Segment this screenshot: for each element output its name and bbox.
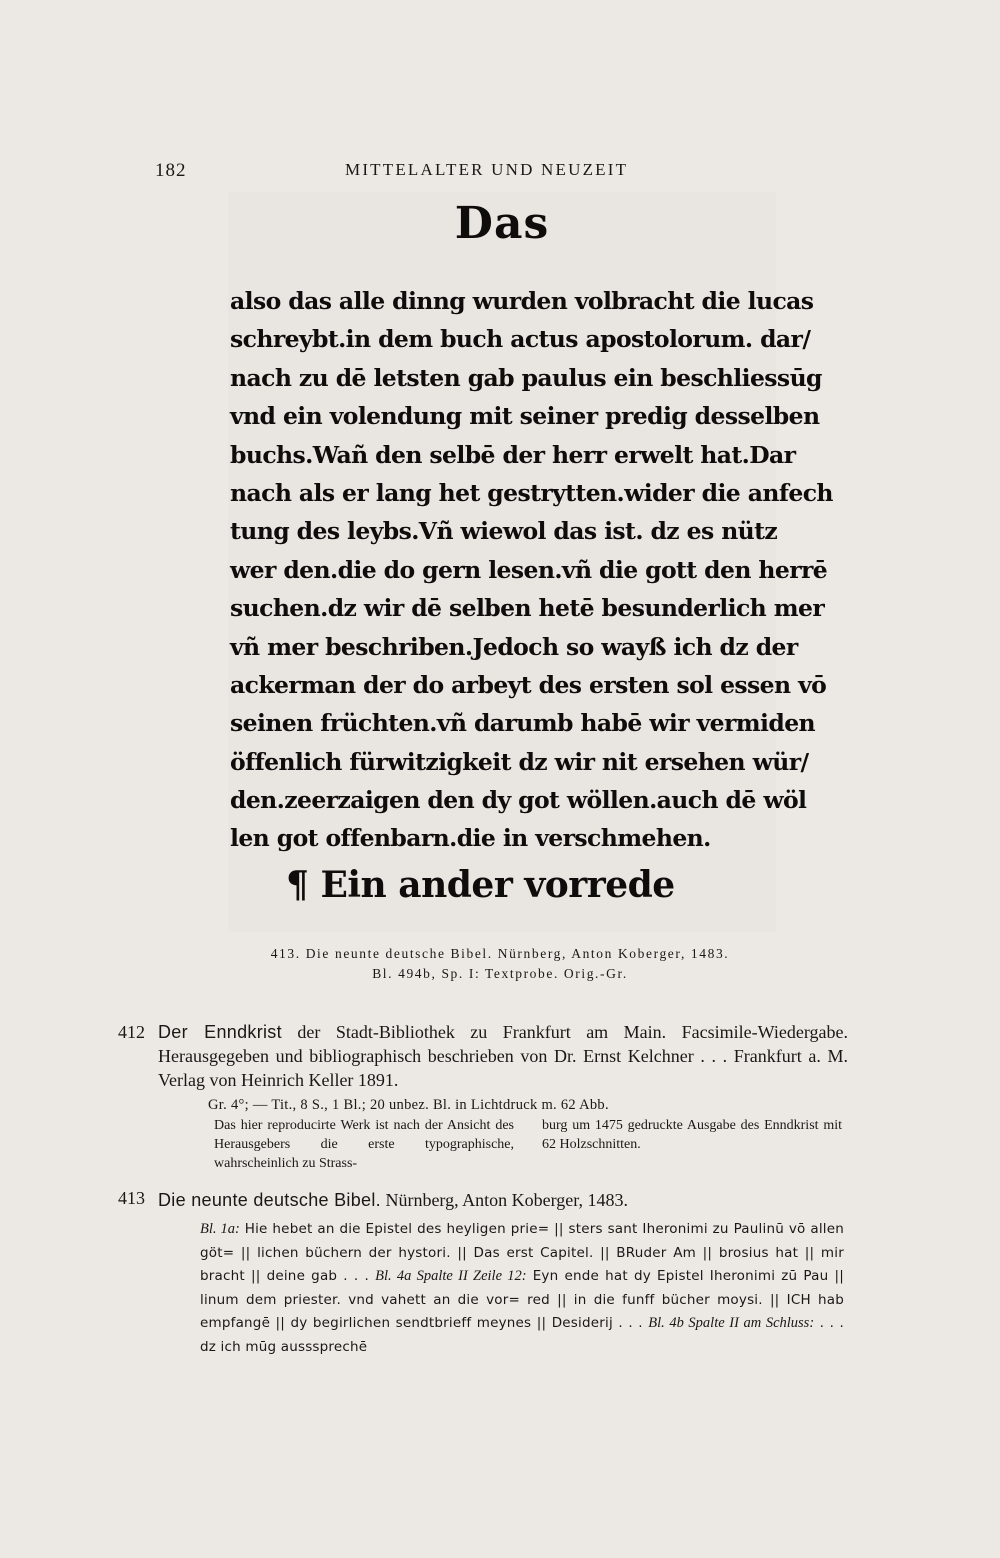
entry-collation: Gr. 4°; — Tit., 8 S., 1 Bl.; 20 unbez. Bl. in Lichtdruck m. 62 Abb. [208,1097,609,1113]
entry-title: Der Enndkrist [158,1022,282,1042]
entry-note-right: burg um 1475 gedruckte Ausgabe des Enndkrist mit 62 Holzschnitten. [542,1118,842,1152]
facsimile-line: suchen.dz wir dē selben hetē besunderlich mer [230,594,825,623]
entry-number: 412 [118,1022,145,1042]
running-head [155,160,845,184]
facsimile-line: vñ mer beschriben.Jedoch so wayß ich dz der [230,632,798,661]
entry-text [158,1186,848,1214]
entry-note [200,1218,844,1359]
entry-description: der Stadt-Bibliothek zu Frankfurt am Main. Facsimile-Wiedergabe. Herausgegeben und bibliographisch beschrieben von Dr. Ernst Kelchner . . . Frankfurt a. M. Verlag von Heinrich Keller 1891. [158,1022,848,1090]
facsimile-line: len got offenbarn.die in verschmehen. [230,824,711,853]
facsimile-line: den.zeerzaigen den dy got wöllen.auch dē wöl [230,786,807,815]
note-text-2: Eyn ende hat dy Epistel Iheronimi zū Pau || linum dem priester. vnd vahett an die vor= red || in die funff bücher moysi. || ICH hab empfangē || dy begirlichen sendtbrieff meynes || Desiderij . . . [200,1268,844,1331]
entry-number: 413 [118,1188,145,1208]
entry-note [214,1116,842,1173]
facsimile-line: wer den.die do gern lesen.vñ die gott den herrē [230,555,828,584]
catalog-entry-412 [118,1020,848,1173]
facsimile-line: ackerman der do arbeyt des ersten sol essen vō [230,670,827,699]
note-text-1: Hie hebet an die Epistel des heyligen prie= || sters sant Iheronimi zu Paulinū vō allen göt= || lichen büchern der hystori. || Das erst Capitel. || BRuder Am || brosius hat || mir bracht || deine gab . . . [200,1221,844,1284]
entry-note-left: Das hier reproducirte Werk ist nach der Ansicht des Herausgebers die erste typographische, wahrscheinlich zu Strass- [214,1118,514,1171]
facsimile-heading: Das [454,198,550,249]
facsimile-line: also das alle dinng wurden volbracht die lucas [230,287,814,315]
facsimile-line: seinen früchten.vñ darumb habē wir vermiden [230,709,816,738]
note-ref-3: Bl. 4b Spalte II am Schluss: [648,1315,815,1331]
note-ref-1: Bl. 1a: [200,1221,240,1237]
note-text-3: . . . dz ich mūg ausssprechē [200,1315,845,1355]
facsimile-text [230,282,833,858]
running-title: MITTELALTER UND NEUZEIT [345,160,629,179]
page-number: 182 [155,160,187,181]
facsimile-line: schreybt.in dem buch actus apostolorum. dar/ [230,325,811,354]
note-ref-2: Bl. 4a Spalte II Zeile 12: [375,1268,527,1284]
facsimile-line: nach als er lang het gestrytten.wider die anfech [230,478,833,507]
facsimile-line: buchs.Wañ den selbē der herr erwelt hat.Dar [230,440,796,469]
entry-title: Die neunte deutsche Bibel. [158,1190,381,1210]
caption-line-2: Bl. 494b, Sp. I: Textprobe. Orig.-Gr. [372,966,628,981]
entry-description: Nürnberg, Anton Koberger, 1483. [380,1190,629,1210]
facsimile-line: tung des leybs.Vñ wiewol das ist. dz es nütz [230,517,778,546]
catalog-entry-413 [118,1186,848,1359]
facsimile-line: nach zu dē letsten gab paulus ein beschliessūg [230,363,822,392]
caption-line-1: 413. Die neunte deutsche Bibel. Nürnberg, Anton Koberger, 1483. [270,946,730,961]
figure-caption [200,944,800,984]
blackletter-facsimile [228,192,833,932]
entry-text [158,1020,848,1092]
facsimile-line: öffenlich fürwitzigkeit dz wir nit ersehen wür/ [230,747,809,776]
facsimile-subheading: ¶ Ein ander vorrede [286,864,675,906]
facsimile-line: vnd ein volendung mit seiner predig desselben [230,402,820,431]
